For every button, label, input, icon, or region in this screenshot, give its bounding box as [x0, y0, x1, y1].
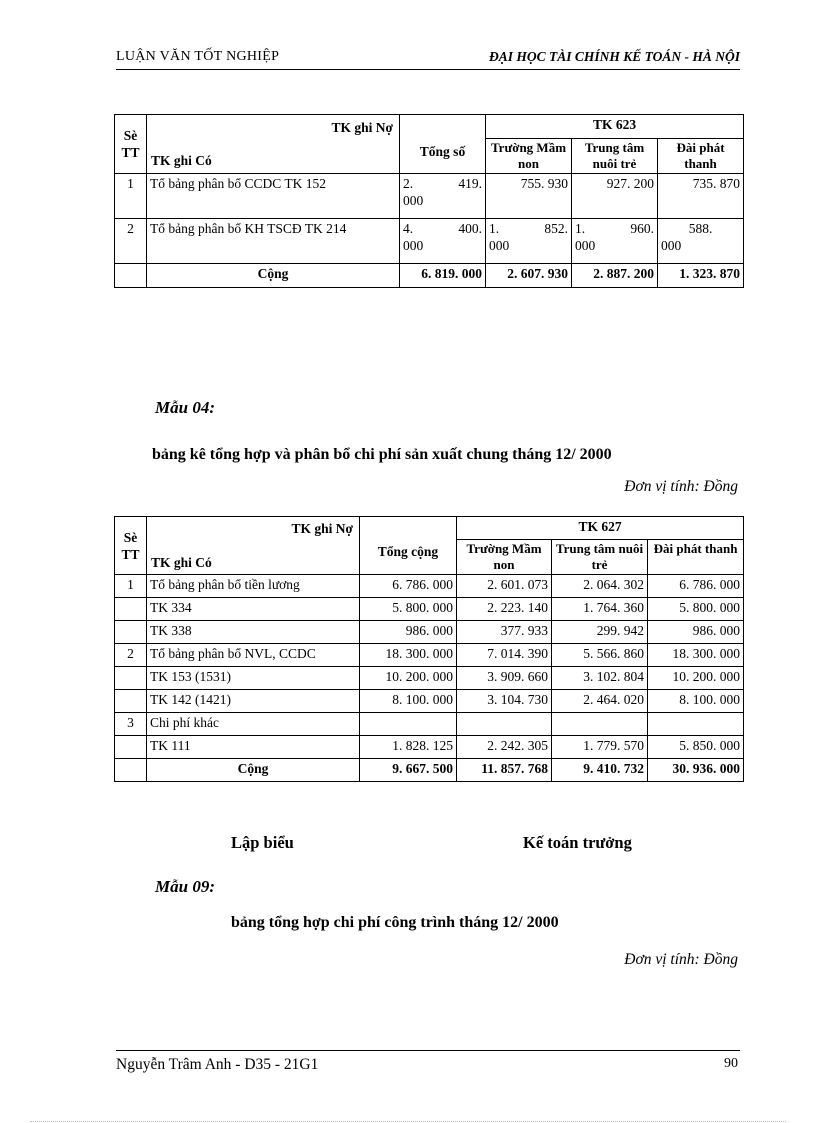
row-value-3: 10. 200. 000 — [648, 667, 744, 690]
header-diagonal — [147, 517, 360, 575]
header-col2: Trung tâm nuôi trẻ — [552, 540, 648, 575]
sum-label: Cộng — [147, 759, 360, 782]
header-diagonal — [147, 115, 400, 174]
row-stt — [115, 621, 147, 644]
row-value-2: 299. 942 — [552, 621, 648, 644]
header-col3: Đài phát thanh — [648, 540, 744, 575]
row-value-3: 5. 850. 000 — [648, 736, 744, 759]
sum-label: Cộng — [147, 264, 400, 288]
form04-unit: Đơn vị tính: Đồng — [624, 478, 738, 495]
row-name: TK 153 (1531) — [147, 667, 360, 690]
table-row — [115, 575, 744, 598]
header-col1: Trường Mầm non — [486, 139, 572, 174]
header-tk-co: TK ghi Có — [151, 153, 212, 168]
sum-value-2: 9. 410. 732 — [552, 759, 648, 782]
row-name: Tổ bảng phân bổ tiền lương — [147, 575, 360, 598]
row-value-1: 755. 930 — [486, 174, 572, 219]
row-name: TK 338 — [147, 621, 360, 644]
page-number: 90 — [724, 1056, 738, 1071]
sum-value-1: 11. 857. 768 — [457, 759, 552, 782]
row-value-2: 5. 566. 860 — [552, 644, 648, 667]
signature-right: Kế toán trưởng — [523, 833, 632, 852]
row-value-3: 8. 100. 000 — [648, 690, 744, 713]
row-value-2: 2. 064. 302 — [552, 575, 648, 598]
header-total: Tổng cộng — [360, 517, 457, 575]
table-row — [115, 598, 744, 621]
row-total: 8. 100. 000 — [360, 690, 457, 713]
sum-total: 6. 819. 000 — [400, 264, 486, 288]
row-value-1: 2. 223. 140 — [457, 598, 552, 621]
table-row — [115, 621, 744, 644]
sum-value-2: 2. 887. 200 — [572, 264, 658, 288]
sum-value-3: 30. 936. 000 — [648, 759, 744, 782]
row-total: 1. 828. 125 — [360, 736, 457, 759]
row-name: Tổ bảng phân bổ CCDC TK 152 — [147, 174, 400, 219]
row-name: Tổ bảng phân bổ NVL, CCDC — [147, 644, 360, 667]
row-name: TK 142 (1421) — [147, 690, 360, 713]
row-stt — [115, 736, 147, 759]
row-value-2: 927. 200 — [572, 174, 658, 219]
row-total: 2. 419. 000 — [400, 174, 486, 219]
row-value-3 — [648, 713, 744, 736]
row-value-3: 588. 000 — [658, 219, 744, 264]
form04-title: bảng kê tổng hợp và phân bổ chi phí sản xuất chung tháng 12/ 2000 — [152, 446, 612, 463]
table-tk627 — [114, 516, 744, 782]
row-value-2: 1. 960. 000 — [572, 219, 658, 264]
row-total: 6. 786. 000 — [360, 575, 457, 598]
row-value-1: 377. 933 — [457, 621, 552, 644]
page-bottom-border — [30, 1121, 786, 1122]
row-value-3: 6. 786. 000 — [648, 575, 744, 598]
row-stt: 2 — [115, 219, 147, 264]
form04-label: Mẫu 04: — [155, 398, 215, 417]
row-value-1 — [457, 713, 552, 736]
row-total: 5. 800. 000 — [360, 598, 457, 621]
row-total: 4. 400. 000 — [400, 219, 486, 264]
table-row — [115, 667, 744, 690]
sum-total: 9. 667. 500 — [360, 759, 457, 782]
page-footer — [116, 1050, 740, 1073]
row-value-3: 735. 870 — [658, 174, 744, 219]
table-row — [115, 690, 744, 713]
row-stt — [115, 667, 147, 690]
header-stt: Sè TT — [115, 517, 147, 575]
row-total: 10. 200. 000 — [360, 667, 457, 690]
row-value-1: 2. 601. 073 — [457, 575, 552, 598]
table-tk623 — [114, 114, 744, 288]
header-left: LUẬN VĂN TỐT NGHIỆP — [116, 49, 280, 64]
row-value-2: 3. 102. 804 — [552, 667, 648, 690]
row-name: Chi phí khác — [147, 713, 360, 736]
header-tk-co: TK ghi Có — [151, 555, 212, 570]
table-row — [115, 644, 744, 667]
sum-value-3: 1. 323. 870 — [658, 264, 744, 288]
row-value-1: 7. 014. 390 — [457, 644, 552, 667]
table-header-row — [115, 517, 744, 540]
header-group: TK 627 — [457, 517, 744, 540]
header-col2: Trung tâm nuôi trẻ — [572, 139, 658, 174]
footer-author: Nguyễn Trâm Anh - D35 - 21G1 — [116, 1056, 319, 1073]
table-row — [115, 174, 744, 219]
page-header — [116, 47, 740, 70]
row-value-1: 2. 242. 305 — [457, 736, 552, 759]
row-value-2: 1. 779. 570 — [552, 736, 648, 759]
row-value-1: 3. 104. 730 — [457, 690, 552, 713]
form09-unit: Đơn vị tính: Đồng — [624, 951, 738, 968]
row-name: TK 111 — [147, 736, 360, 759]
table-header-row — [115, 115, 744, 139]
form09-title: bảng tổng hợp chi phí công trình tháng 12/ 2000 — [231, 914, 559, 931]
row-stt — [115, 690, 147, 713]
signature-left: Lập biểu — [231, 833, 294, 852]
header-right: ĐẠI HỌC TÀI CHÍNH KẾ TOÁN - HÀ NỘI — [488, 49, 740, 64]
row-total: 18. 300. 000 — [360, 644, 457, 667]
sum-value-1: 2. 607. 930 — [486, 264, 572, 288]
form09-label: Mẫu 09: — [155, 877, 215, 896]
header-col3: Đài phát thanh — [658, 139, 744, 174]
row-value-3: 5. 800. 000 — [648, 598, 744, 621]
header-stt: Sè TT — [115, 115, 147, 174]
header-tk-no: TK ghi Nợ — [291, 521, 353, 536]
row-value-2 — [552, 713, 648, 736]
row-value-2: 2. 464. 020 — [552, 690, 648, 713]
header-group: TK 623 — [486, 115, 744, 139]
row-value-1: 1. 852. 000 — [486, 219, 572, 264]
table-body — [115, 575, 744, 759]
header-total: Tổng số — [400, 115, 486, 174]
table-row — [115, 736, 744, 759]
row-total: 986. 000 — [360, 621, 457, 644]
row-stt — [115, 598, 147, 621]
table-sum-row — [115, 264, 744, 288]
row-stt: 1 — [115, 174, 147, 219]
row-total — [360, 713, 457, 736]
row-name: Tổ bảng phân bổ KH TSCĐ TK 214 — [147, 219, 400, 264]
row-value-1: 3. 909. 660 — [457, 667, 552, 690]
header-col1: Trường Mầm non — [457, 540, 552, 575]
row-stt: 3 — [115, 713, 147, 736]
row-stt: 1 — [115, 575, 147, 598]
row-value-3: 18. 300. 000 — [648, 644, 744, 667]
row-stt: 2 — [115, 644, 147, 667]
row-value-3: 986. 000 — [648, 621, 744, 644]
table-row — [115, 713, 744, 736]
header-tk-no: TK ghi Nợ — [331, 120, 393, 135]
row-name: TK 334 — [147, 598, 360, 621]
table-sum-row — [115, 759, 744, 782]
table-row — [115, 219, 744, 264]
row-value-2: 1. 764. 360 — [552, 598, 648, 621]
